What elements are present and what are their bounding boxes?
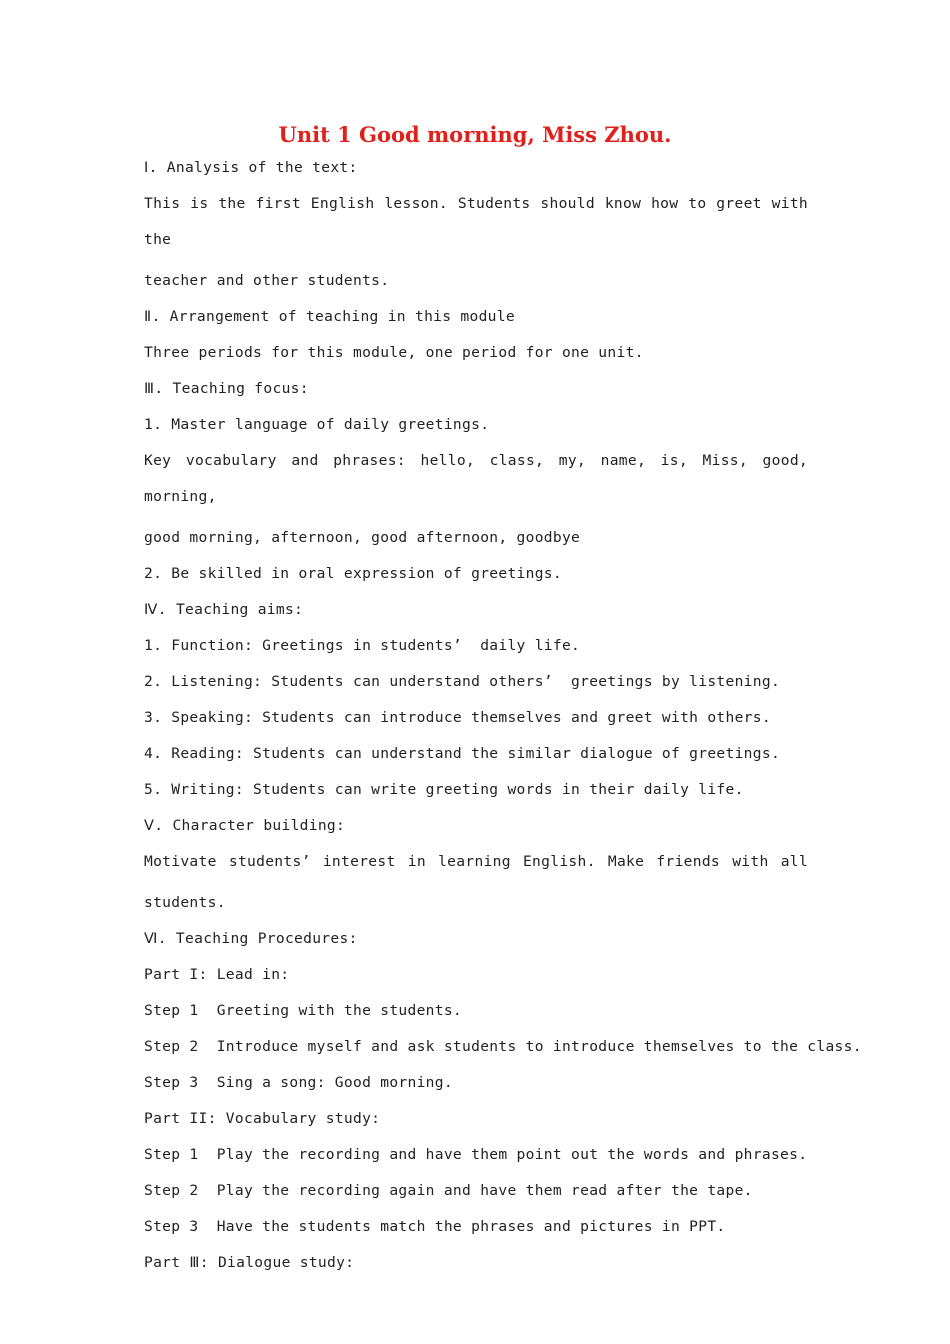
arrangement-text: Three periods for this module, one period for one unit. <box>144 344 644 361</box>
section-heading-character: Ⅴ. Character building: <box>144 817 346 834</box>
character-text-line-2: students. <box>144 894 226 911</box>
aims-item-2: 2. Listening: Students can understand others’ greetings by listening. <box>144 673 781 690</box>
character-text-line-1: Motivate students’ interest in learning English. Make friends with all <box>144 853 808 870</box>
aims-item-5: 5. Writing: Students can write greeting words in their daily life. <box>144 781 744 798</box>
section-heading-procedures: Ⅵ. Teaching Procedures: <box>144 930 358 947</box>
aims-item-4: 4. Reading: Students can understand the similar dialogue of greetings. <box>144 745 781 762</box>
analysis-text-line-2: teacher and other students. <box>144 272 390 289</box>
part-2-step-1: Step 1 Play the recording and have them point out the words and phrases. <box>144 1146 808 1163</box>
section-heading-focus: Ⅲ. Teaching focus: <box>144 380 309 397</box>
part-2-step-3: Step 3 Have the students match the phrases and pictures in PPT. <box>144 1218 726 1235</box>
focus-vocab-line-1: Key vocabulary and phrases: hello, class, my, name, is, Miss, good, morning, <box>144 452 808 505</box>
focus-item-2: 2. Be skilled in oral expression of greetings. <box>144 565 562 582</box>
part-2-heading: Part II: Vocabulary study: <box>144 1110 381 1127</box>
focus-vocab-line-2: good morning, afternoon, good afternoon, goodbye <box>144 529 581 546</box>
part-1-step-1: Step 1 Greeting with the students. <box>144 1002 463 1019</box>
part-1-step-2: Step 2 Introduce myself and ask students to introduce themselves to the class. <box>144 1038 862 1055</box>
section-heading-analysis: Ⅰ. Analysis of the text: <box>144 159 358 176</box>
section-heading-arrangement: Ⅱ. Arrangement of teaching in this module <box>144 308 515 325</box>
part-2-step-2: Step 2 Play the recording again and have them read after the tape. <box>144 1182 753 1199</box>
part-3-heading: Part Ⅲ: Dialogue study: <box>144 1254 355 1271</box>
part-1-step-3: Step 3 Sing a song: Good morning. <box>144 1074 453 1091</box>
aims-item-1: 1. Function: Greetings in students’ daily life. <box>144 637 581 654</box>
document-title: Unit 1 Good morning, Miss Zhou. <box>278 122 672 147</box>
analysis-text-line-1: This is the first English lesson. Students should know how to greet with the <box>144 195 808 248</box>
section-heading-aims: Ⅳ. Teaching aims: <box>144 601 304 618</box>
focus-item-1: 1. Master language of daily greetings. <box>144 416 490 433</box>
document-body <box>144 150 862 1281</box>
aims-item-3: 3. Speaking: Students can introduce themselves and greet with others. <box>144 709 771 726</box>
part-1-heading: Part I: Lead in: <box>144 966 290 983</box>
